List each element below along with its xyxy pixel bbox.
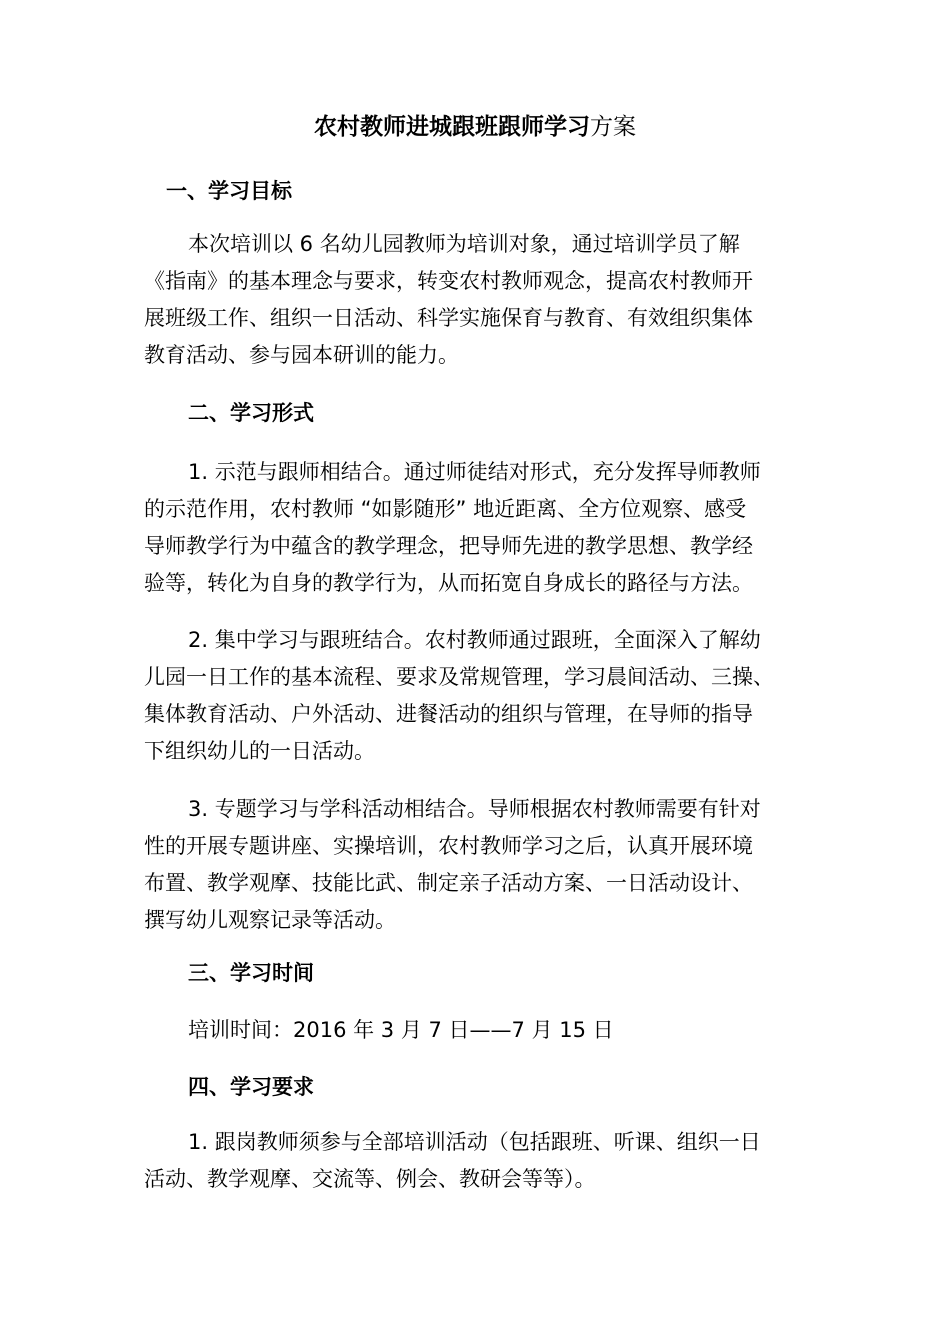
paragraph-line: 《指南》的基本理念与要求，转变农村教师观念，提高农村教师开 bbox=[144, 269, 753, 293]
paragraph-line: 3. 专题学习与学科活动相结合。导师根据农村教师需要有针对 bbox=[188, 797, 761, 821]
paragraph-line: 导师教学行为中蕴含的教学理念，把导师先进的教学思想、教学经 bbox=[144, 534, 753, 558]
paragraph-line: 培训时间：2016 年 3 月 7 日——7 月 15 日 bbox=[188, 1018, 614, 1042]
document-title-suffix: 方案 bbox=[590, 114, 636, 140]
paragraph-goals bbox=[144, 226, 824, 374]
paragraph-form-2 bbox=[144, 622, 824, 770]
paragraph-form-3 bbox=[144, 791, 824, 939]
paragraph-line: 本次培训以 6 名幼儿园教师为培训对象，通过培训学员了解 bbox=[188, 232, 740, 256]
paragraph-line: 布置、教学观摩、技能比武、制定亲子活动方案、一日活动设计、 bbox=[144, 871, 753, 895]
paragraph-line: 教育活动、参与园本研训的能力。 bbox=[144, 343, 459, 367]
section-heading-forms: 二、学习形式 bbox=[188, 401, 314, 425]
paragraph-line: 的示范作用，农村教师 “如影随形” 地近距离、全方位观察、感受 bbox=[144, 497, 747, 521]
document-title-main: 农村教师进城跟班跟师学习 bbox=[314, 114, 590, 140]
paragraph-line: 性的开展专题讲座、实操培训，农村教师学习之后，认真开展环境 bbox=[144, 834, 753, 858]
paragraph-line: 验等，转化为自身的教学行为，从而拓宽自身成长的路径与方法。 bbox=[144, 571, 753, 595]
paragraph-requirement-1 bbox=[144, 1124, 824, 1198]
paragraph-line: 1. 跟岗教师须参与全部培训活动（包括跟班、听课、组织一日 bbox=[188, 1130, 761, 1154]
section-heading-goals: 一、学习目标 bbox=[166, 179, 292, 203]
paragraph-line: 2. 集中学习与跟班结合。农村教师通过跟班，全面深入了解幼 bbox=[188, 628, 761, 652]
paragraph-line: 展班级工作、组织一日活动、科学实施保育与教育、有效组织集体 bbox=[144, 306, 753, 330]
paragraph-line: 儿园一日工作的基本流程、要求及常规管理，学习晨间活动、三操、 bbox=[144, 665, 774, 689]
paragraph-form-1 bbox=[144, 454, 824, 602]
section-heading-time: 三、学习时间 bbox=[188, 961, 314, 985]
paragraph-line: 撰写幼儿观察记录等活动。 bbox=[144, 908, 396, 932]
paragraph-line: 集体教育活动、户外活动、进餐活动的组织与管理，在导师的指导 bbox=[144, 702, 753, 726]
paragraph-line: 1. 示范与跟师相结合。通过师徒结对形式，充分发挥导师教师 bbox=[188, 460, 761, 484]
section-heading-requirements: 四、学习要求 bbox=[188, 1075, 314, 1099]
document-title bbox=[0, 112, 950, 142]
paragraph-time bbox=[144, 1012, 824, 1049]
paragraph-line: 活动、教学观摩、交流等、例会、教研会等等）。 bbox=[144, 1167, 596, 1191]
paragraph-line: 下组织幼儿的一日活动。 bbox=[144, 739, 375, 763]
